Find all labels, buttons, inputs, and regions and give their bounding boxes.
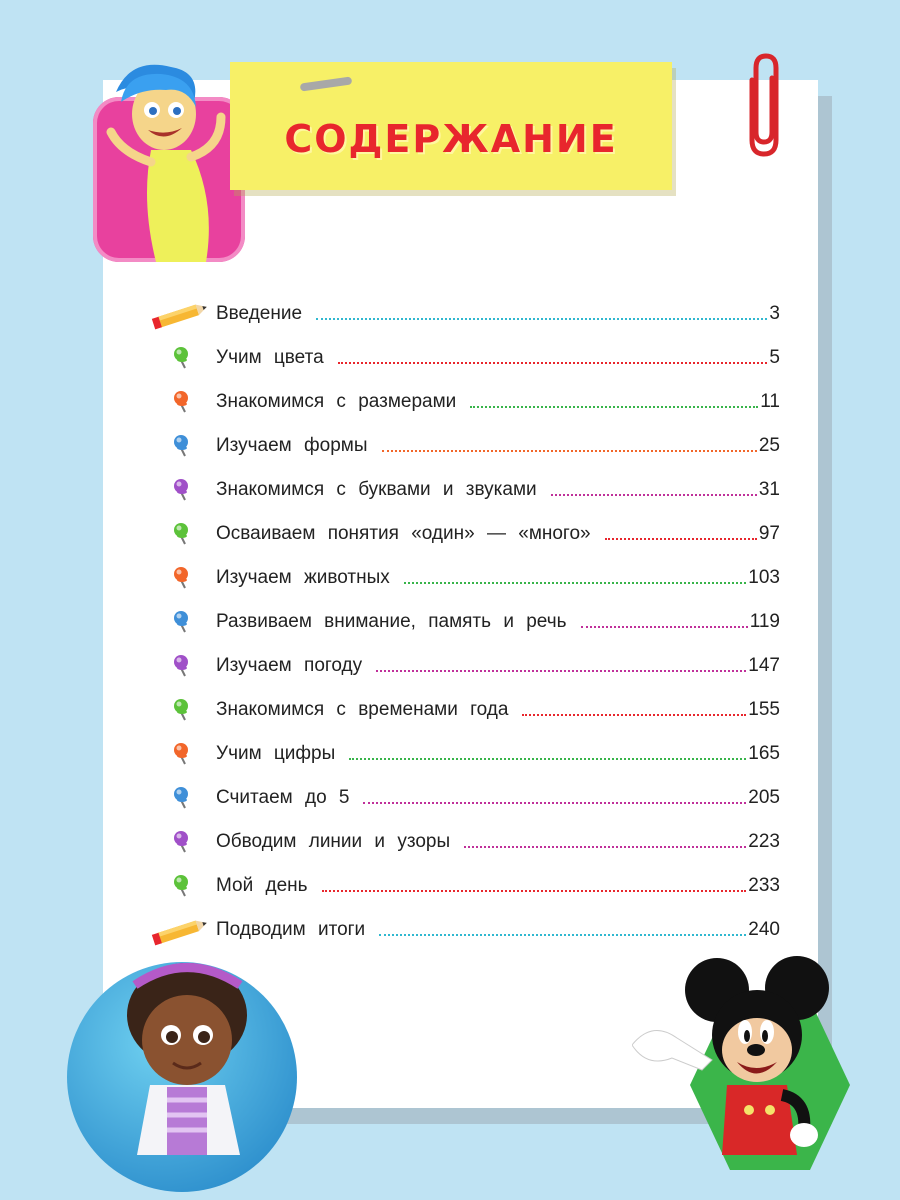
orange-pin-icon [170, 566, 194, 590]
dotted-leader [316, 318, 767, 320]
toc-entry-label: Учим цвета [216, 347, 324, 368]
toc-bullet [150, 556, 216, 600]
dotted-leader [470, 406, 758, 408]
toc-entry-label: Подводим итоги [216, 919, 366, 940]
toc-bullet [150, 908, 216, 952]
toc-entry [150, 644, 780, 688]
blue-pin-icon [170, 434, 194, 458]
dotted-leader [376, 670, 746, 672]
toc-entry-label: Изучаем формы [216, 435, 368, 456]
purple-pin-icon [170, 830, 194, 854]
blue-pin-icon [170, 786, 194, 810]
pencil-icon [150, 300, 210, 330]
toc-entry [150, 600, 780, 644]
dotted-leader [322, 890, 747, 892]
toc-entry-label: Знакомимся с буквами и звуками [216, 479, 537, 500]
dotted-leader [338, 362, 768, 364]
toc-entry [150, 688, 780, 732]
toc-entry-page: 31 [758, 479, 780, 500]
pencil-icon [150, 916, 210, 946]
toc-entry [150, 292, 780, 336]
toc-bullet [150, 512, 216, 556]
toc-entry [150, 336, 780, 380]
toc-entry [150, 380, 780, 424]
dotted-leader [379, 934, 746, 936]
toc-entry-page: 147 [748, 655, 780, 676]
toc-entry [150, 820, 780, 864]
dotted-leader [581, 626, 748, 628]
paperclip-icon [744, 50, 784, 160]
joy-character-illustration [96, 52, 246, 267]
toc-entry-page: 97 [758, 523, 780, 544]
toc-entry-label: Знакомимся с временами года [216, 699, 509, 720]
toc-entry [150, 732, 780, 776]
toc-entry-page: 155 [748, 699, 780, 720]
toc-bullet [150, 644, 216, 688]
dotted-leader [551, 494, 757, 496]
toc-entry-label: Считаем до 5 [216, 787, 350, 808]
toc-entry-page: 119 [749, 611, 780, 632]
toc-entry-label: Обводим линии и узоры [216, 831, 451, 852]
toc-entry-label: Знакомимся с размерами [216, 391, 457, 412]
dotted-leader [363, 802, 746, 804]
toc-bullet [150, 380, 216, 424]
toc-entry-page: 25 [758, 435, 780, 456]
toc-bullet [150, 292, 216, 336]
dotted-leader [349, 758, 746, 760]
toc-entry-page: 223 [748, 831, 780, 852]
toc-entry-label: Мой день [216, 875, 308, 896]
toc-bullet [150, 776, 216, 820]
green-pin-icon [170, 698, 194, 722]
toc-bullet [150, 424, 216, 468]
orange-pin-icon [170, 742, 194, 766]
orange-pin-icon [170, 390, 194, 414]
green-pin-icon [170, 522, 194, 546]
toc-entry-page: 5 [769, 347, 780, 368]
title-tab [230, 62, 672, 190]
toc-entry [150, 468, 780, 512]
blue-pin-icon [170, 610, 194, 634]
toc-bullet [150, 820, 216, 864]
toc-entry [150, 776, 780, 820]
toc-entry [150, 424, 780, 468]
toc-entry-page: 3 [769, 303, 780, 324]
toc-entry-page: 11 [760, 391, 780, 412]
mickey-mouse-illustration [632, 950, 832, 1155]
toc-entry [150, 864, 780, 908]
toc-entry-page: 165 [748, 743, 780, 764]
page-title: СОДЕРЖАНИЕ [284, 117, 618, 161]
toc-entry-label: Изучаем погоду [216, 655, 363, 676]
dotted-leader [382, 450, 757, 452]
toc-entry-page: 205 [748, 787, 780, 808]
dotted-leader [522, 714, 746, 716]
toc-entry-page: 233 [748, 875, 780, 896]
toc-entry [150, 908, 780, 952]
toc-entry-label: Развиваем внимание, память и речь [216, 611, 567, 632]
toc-bullet [150, 688, 216, 732]
green-pin-icon [170, 874, 194, 898]
toc-entry-page: 103 [748, 567, 780, 588]
purple-pin-icon [170, 654, 194, 678]
toc-bullet [150, 864, 216, 908]
clip-line [300, 76, 353, 91]
doc-mcstuffins-illustration [95, 955, 285, 1155]
toc-entry [150, 556, 780, 600]
table-of-contents [150, 292, 780, 952]
toc-bullet [150, 336, 216, 380]
toc-entry-label: Осваиваем понятия «один» — «много» [216, 523, 591, 544]
toc-bullet [150, 468, 216, 512]
dotted-leader [605, 538, 757, 540]
toc-entry [150, 512, 780, 556]
green-pin-icon [170, 346, 194, 370]
toc-entry-label: Изучаем животных [216, 567, 390, 588]
toc-bullet [150, 600, 216, 644]
toc-bullet [150, 732, 216, 776]
purple-pin-icon [170, 478, 194, 502]
dotted-leader [404, 582, 747, 584]
toc-entry-label: Учим цифры [216, 743, 336, 764]
toc-entry-page: 240 [748, 919, 780, 940]
toc-entry-label: Введение [216, 303, 303, 324]
dotted-leader [464, 846, 746, 848]
